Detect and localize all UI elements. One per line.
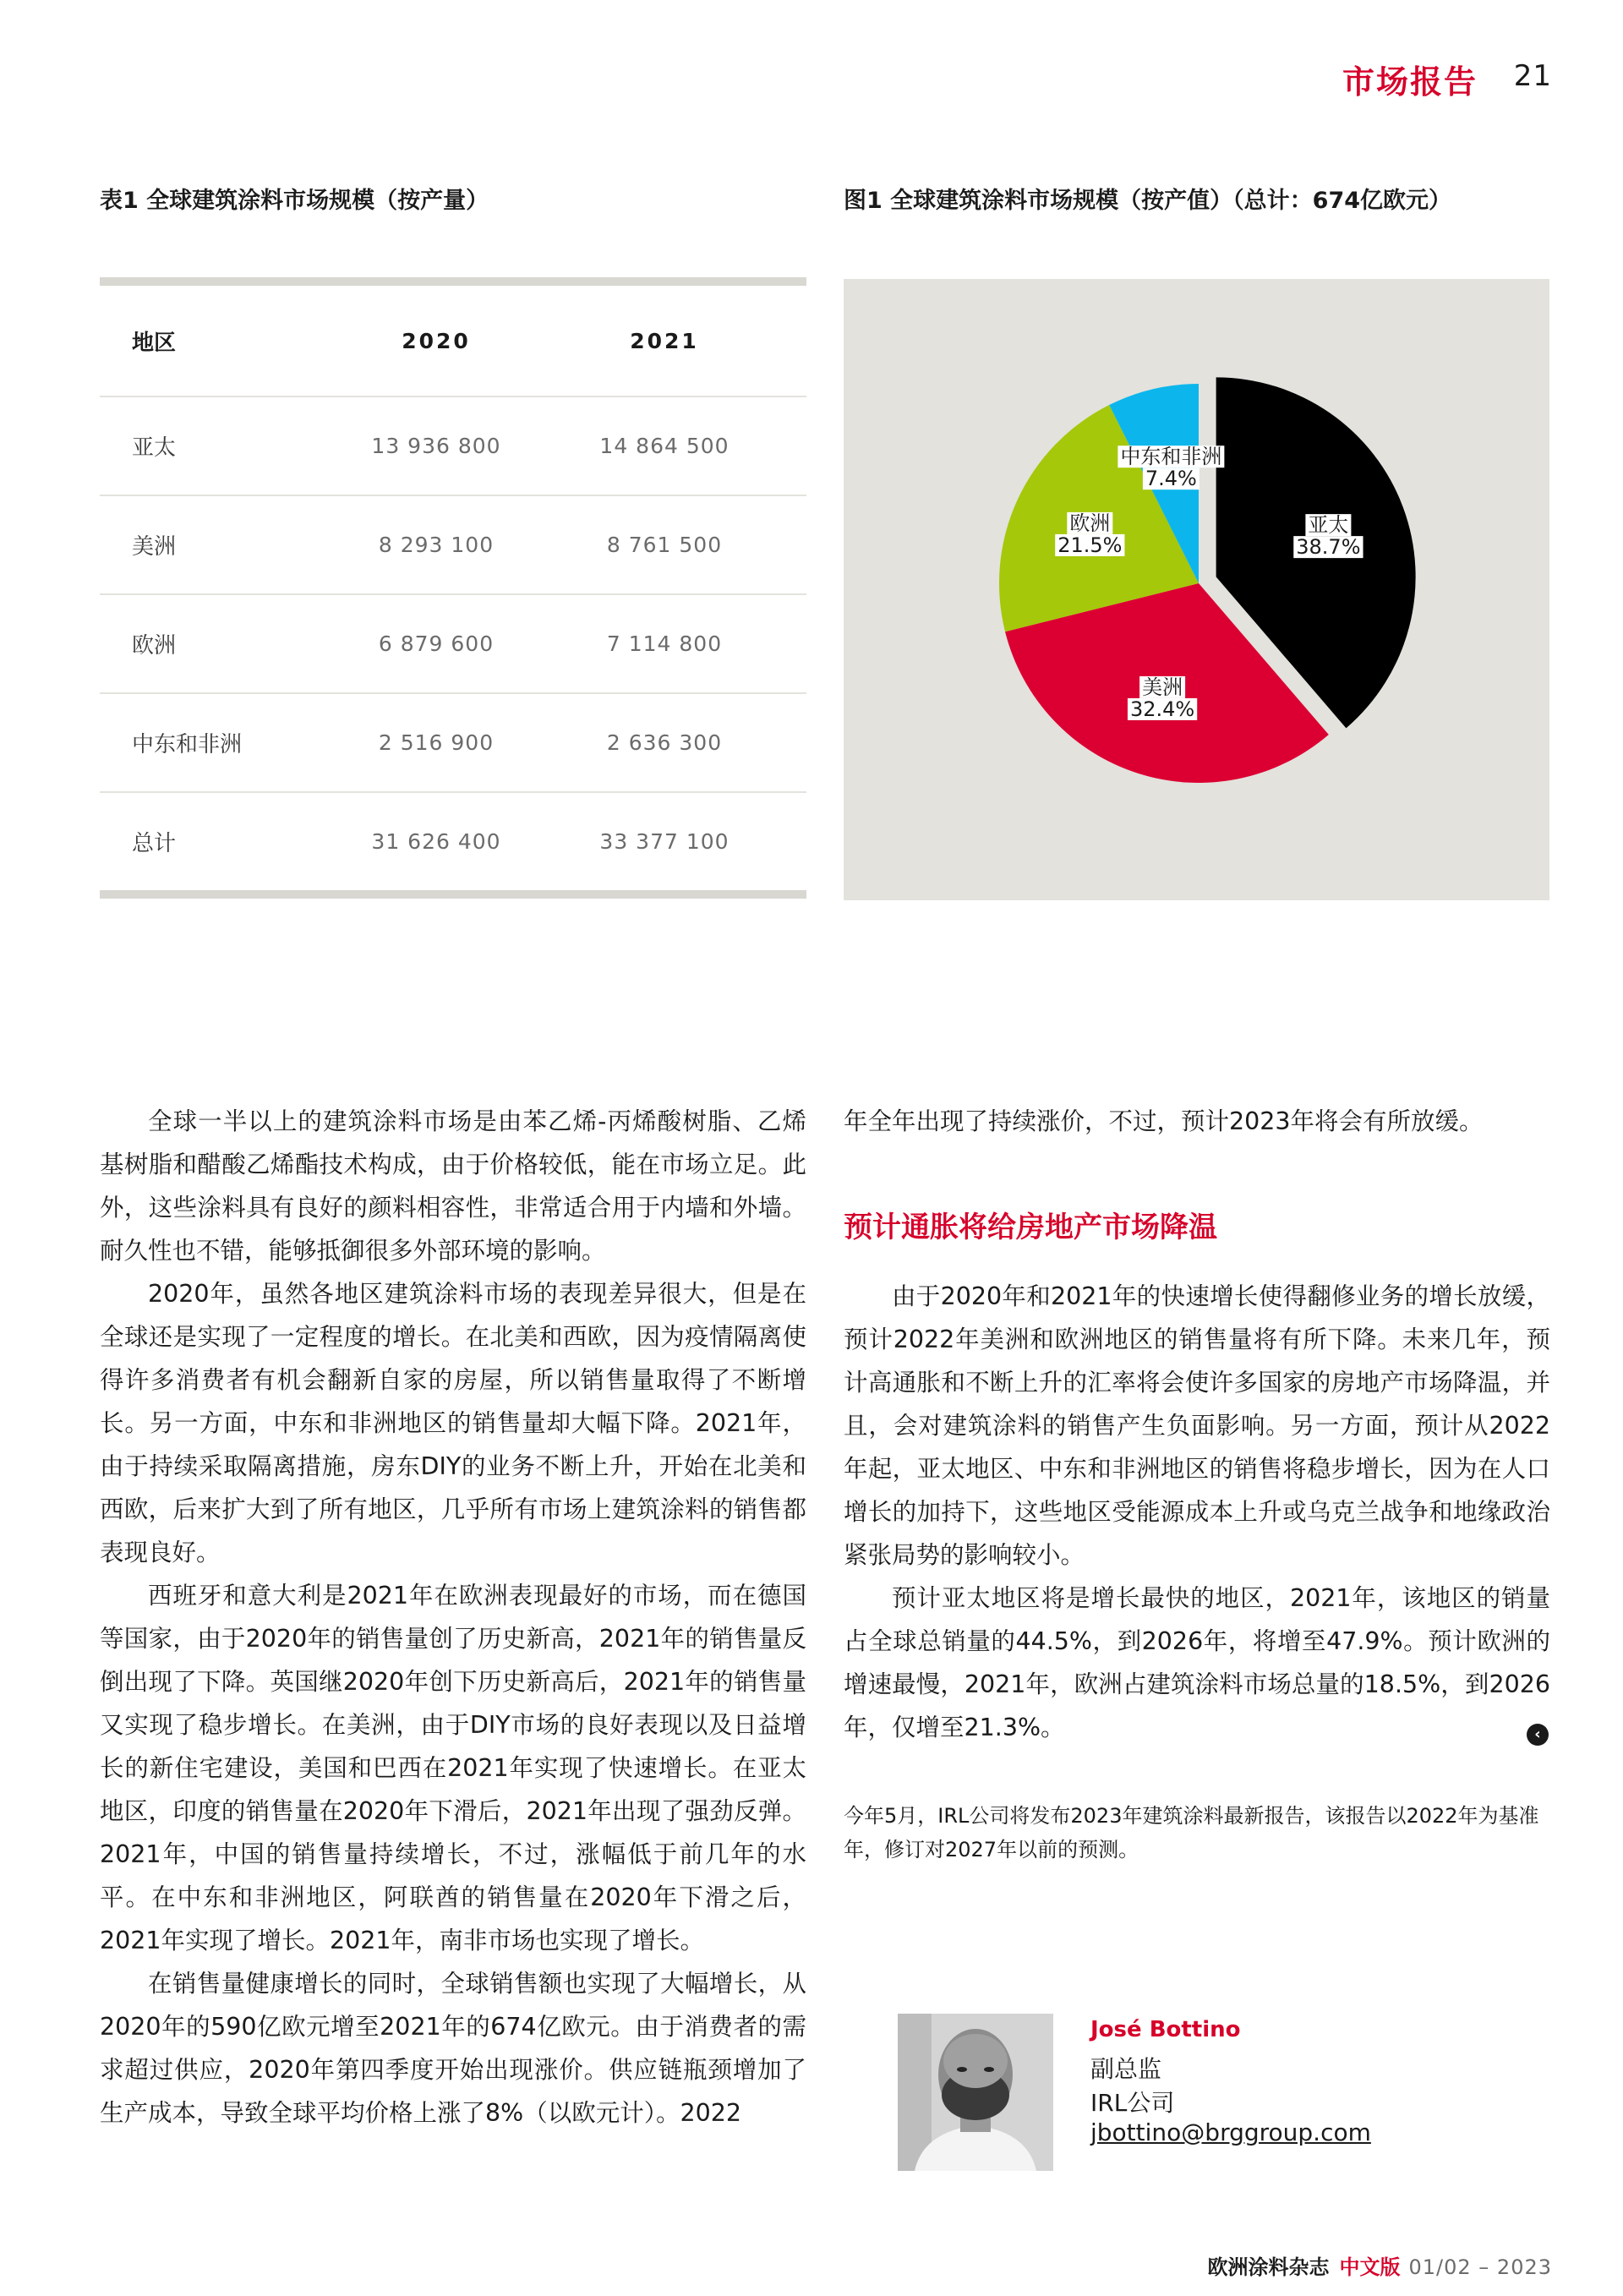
paragraph: 年全年出现了持续涨价，不过，预计2023年将会有所放缓。 — [844, 1107, 1484, 1135]
article-right-column-body — [844, 1275, 1550, 1749]
paragraph: 由于2020年和2021年的快速增长使得翻修业务的增长放缓，预计2022年美洲和欧洲地区的销售量将有所下降。未来几年，预计高通胀和不断上升的汇率将会使许多国家的房地产市场降温，并且，会对建筑涂料的销售产生负面影响。另一方面，预计从2022年起，亚太地区、中东和非洲地区的销售将稳步增长，因为在人口增长的加持下，这些地区受能源成本上升或乌克兰战争和地缘政治紧张局势的影响较小。 — [844, 1282, 1550, 1569]
table-cell: 2 516 900 — [378, 730, 495, 755]
table-row-total — [100, 793, 806, 890]
table-cell: 31 626 400 — [371, 829, 501, 854]
column-header: 2021 — [630, 328, 699, 353]
table-cell: 8 293 100 — [378, 533, 495, 557]
pie-category-label: 中东和非洲 — [1120, 445, 1222, 469]
author-portrait-icon — [898, 2014, 1053, 2171]
pie-value-label: 7.4% — [1145, 467, 1197, 491]
table-cell: 7 114 800 — [606, 631, 723, 656]
pie-category-label: 美洲 — [1142, 675, 1183, 699]
pie-chart — [844, 279, 1549, 900]
column-header: 地区 — [132, 330, 177, 356]
paragraph: 西班牙和意大利是2021年在欧洲表现最好的市场，而在德国等国家，由于2020年的销售量创了历史新高，2021年的销售量反倒出现了下降。英国继2020年创下历史新高后，2021年的销售量又实现了稳步增长。在美洲，由于DIY市场的良好表现以及日益增长的新住宅建设，美国和巴西在2021年实现了快速增长。在亚太地区，印度的销售量在2020年下滑后，2021年出现了强劲反弹。2021年，中国的销售量持续增长，不过，涨幅低于前几年的水平。在中东和非洲地区，阿联酋的销售量在2020年下滑之后，2021年实现了增长。2021年，南非市场也实现了增长。 — [100, 1582, 806, 1954]
pie-value-label: 32.4% — [1129, 697, 1195, 721]
author-title: 副总监 — [1090, 2055, 1162, 2083]
table-bottom-bar — [100, 890, 806, 899]
table-cell: 总计 — [132, 831, 177, 856]
author-company: IRL公司 — [1090, 2089, 1175, 2117]
paragraph: 2020年，虽然各地区建筑涂料市场的表现差异很大，但是在全球还是实现了一定程度的增长。在北美和西欧，因为疫情隔离使得许多消费者有机会翻新自家的房屋，所以销售量取得了不断增长。另一方面，中东和非洲地区的销售量却大幅下降。2021年，由于持续采取隔离措施，房东DIY的业务不断上升，开始在北美和西欧，后来扩大到了所有地区，几乎所有市场上建筑涂料的销售都表现良好。 — [100, 1280, 806, 1566]
table-caption: 表1 全球建筑涂料市场规模（按产量） — [100, 188, 489, 214]
table-cell: 14 864 500 — [599, 434, 730, 458]
article-right-column — [844, 1100, 1550, 1143]
market-size-table — [100, 277, 806, 899]
table-cell: 美洲 — [132, 534, 177, 560]
author-photo — [898, 2014, 1053, 2171]
author-email-link[interactable]: jbottino@brggroup.com — [1090, 2118, 1371, 2146]
magazine-name: 欧洲涂料杂志 — [1207, 2255, 1330, 2279]
page-number: 21 — [1513, 59, 1552, 93]
paragraph: 在销售量健康增长的同时，全球销售额也实现了大幅增长，从2020年的590亿欧元增至2021年的674亿欧元。由于消费者的需求超过供应，2020年第四季度开始出现涨价。供应链瓶颈增加了生产成本，导致全球平均价格上涨了8%（以欧元计）。2022 — [100, 1970, 806, 2127]
author-name: José Bottino — [1090, 2017, 1241, 2042]
table-row — [100, 595, 806, 694]
table-row — [100, 496, 806, 595]
pie-value-label: 38.7% — [1296, 535, 1361, 560]
chart-caption: 图1 全球建筑涂料市场规模（按产值）（总计：674亿欧元） — [844, 188, 1452, 214]
paragraph: 预计亚太地区将是增长最快的地区，2021年，该地区的销量占全球总销量的44.5%，到2026年，将增至47.9%。预计欧洲的增速最慢，2021年，欧洲占建筑涂料市场总量的18.5%，到2026年，仅增至21.3%。 — [844, 1584, 1550, 1741]
table-header-row — [100, 286, 806, 397]
table-top-bar — [100, 277, 806, 286]
section-title: 市场报告 — [1342, 63, 1478, 101]
table-cell: 33 377 100 — [599, 829, 730, 854]
table-row — [100, 397, 806, 496]
end-of-article-icon: ‹ — [1527, 1724, 1549, 1746]
paragraph: 全球一半以上的建筑涂料市场是由苯乙烯-丙烯酸树脂、乙烯基树脂和醋酸乙烯酯技术构成，由于价格较低，能在市场立足。此外，这些涂料具有良好的颜料相容性，非常适合用于内墙和外墙。耐久性也不错，能够抵御很多外部环境的影响。 — [100, 1107, 806, 1265]
table-cell: 中东和非洲 — [132, 732, 243, 757]
table-cell: 6 879 600 — [378, 631, 495, 656]
pie-category-label: 亚太 — [1308, 513, 1349, 538]
pie-chart-panel — [844, 279, 1549, 900]
issue-date: 01/02 – 2023 — [1408, 2255, 1552, 2279]
pie-value-label: 21.5% — [1057, 533, 1123, 557]
article-left-column — [100, 1100, 806, 2135]
pie-category-label: 欧洲 — [1069, 511, 1111, 535]
table-cell: 13 936 800 — [371, 434, 501, 458]
column-header: 2020 — [402, 328, 471, 353]
table-cell: 2 636 300 — [606, 730, 723, 755]
table-cell: 欧洲 — [132, 633, 177, 659]
table-cell: 亚太 — [132, 435, 177, 461]
table-cell: 8 761 500 — [606, 533, 723, 557]
subheading: 预计通胀将给房地产市场降温 — [844, 1211, 1217, 1244]
footer — [1208, 2250, 1553, 2280]
report-note: 今年5月，IRL公司将发布2023年建筑涂料最新报告，该报告以2022年为基准年，修订对2027年以前的预测。 — [844, 1804, 1539, 1861]
table-row — [100, 694, 806, 793]
edition-label: 中文版 — [1339, 2255, 1401, 2279]
